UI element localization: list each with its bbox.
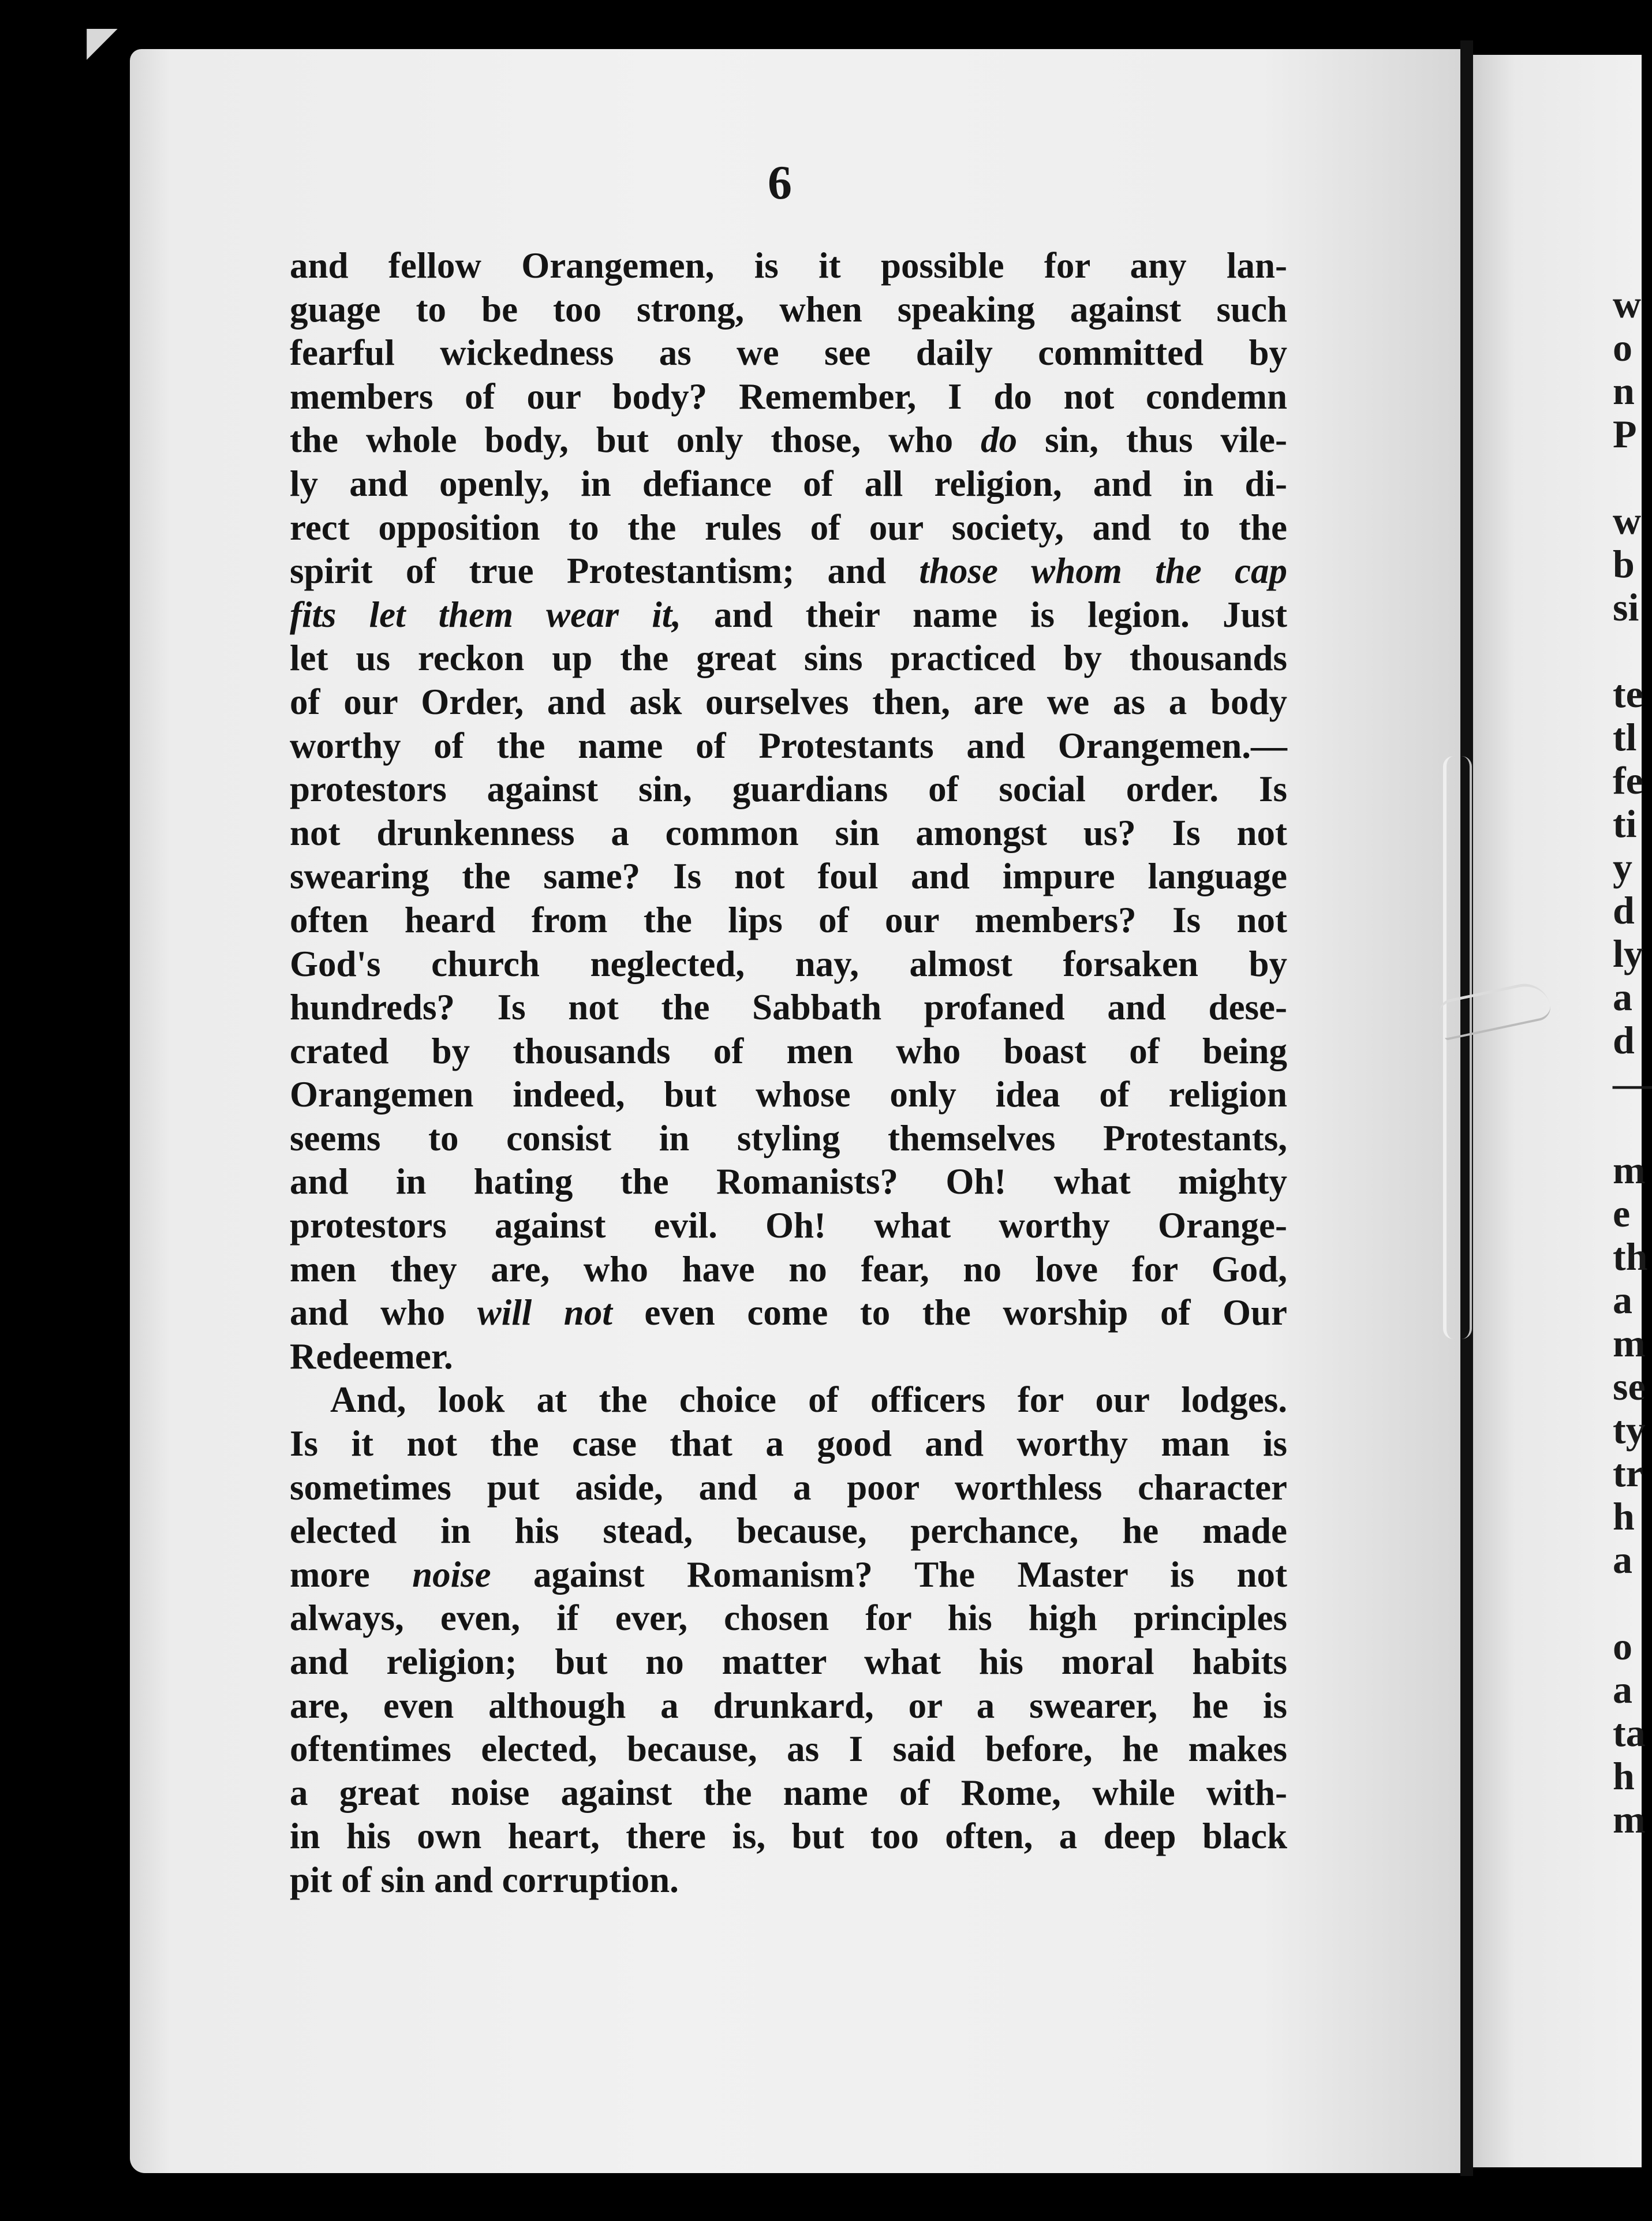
facing-page-edge-fragment: b xyxy=(1613,542,1635,586)
facing-page-edge-fragment: — xyxy=(1613,1061,1652,1105)
text-line xyxy=(290,855,1287,899)
text-run: and in hating the Romanists? Oh! what mighty xyxy=(290,1161,1287,1202)
italic-text: noise xyxy=(412,1554,491,1595)
text-run: against Romanism? The Master is not xyxy=(491,1554,1287,1595)
text-run: hundreds? Is not the Sabbath profaned and dese- xyxy=(290,987,1287,1028)
facing-page-edge-fragment: a xyxy=(1613,1538,1632,1581)
facing-page-edge-fragment xyxy=(1613,629,1642,672)
text-run: and their name is legion. Just xyxy=(681,594,1287,635)
page-number: 6 xyxy=(768,156,792,210)
text-line xyxy=(290,1204,1287,1248)
facing-page-edge-fragment: se xyxy=(1613,1364,1646,1408)
text-run: oftentimes elected, because, as I said before, he makes xyxy=(290,1729,1287,1770)
facing-page-edge-fragment: d xyxy=(1613,888,1635,932)
text-line xyxy=(290,1640,1287,1684)
text-run: Redeemer. xyxy=(290,1336,453,1377)
facing-page-edge-fragment: w xyxy=(1613,499,1642,543)
facing-page-edge-fragment: si xyxy=(1613,585,1639,629)
text-line xyxy=(290,1291,1287,1335)
text-line xyxy=(290,375,1287,419)
text-line xyxy=(290,1553,1287,1597)
text-line xyxy=(290,462,1287,506)
text-line xyxy=(290,1117,1287,1161)
text-line xyxy=(290,1335,1287,1379)
text-run: protestors against evil. Oh! what worthy Orange- xyxy=(290,1205,1287,1246)
italic-text: those whom the cap xyxy=(919,551,1287,592)
facing-page-edge-fragment: a xyxy=(1613,1278,1632,1322)
text-line xyxy=(290,1859,1287,1902)
italic-text: fits let them wear it, xyxy=(290,594,681,635)
text-line xyxy=(290,637,1287,680)
page-body-text xyxy=(290,244,1287,1902)
text-line xyxy=(290,986,1287,1030)
facing-page-edge-fragment xyxy=(1613,1581,1642,1625)
text-run: pit of sin and corruption. xyxy=(290,1859,679,1900)
text-run: members of our body? Remember, I do not condemn xyxy=(290,376,1287,417)
facing-page-edge-fragment: n xyxy=(1613,369,1635,413)
facing-page-edge-fragment: e xyxy=(1613,1191,1631,1235)
text-run: Is it not the case that a good and worthy man is xyxy=(290,1423,1287,1464)
facing-page-edge-fragment: a xyxy=(1613,975,1632,1019)
facing-page-edge-fragment: a xyxy=(1613,1667,1632,1711)
facing-page-edge-text xyxy=(1613,282,1652,1841)
facing-page-edge-fragment xyxy=(1613,1105,1642,1149)
text-run: elected in his stead, because, perchance, he made xyxy=(290,1510,1287,1551)
facing-page-edge-fragment: ty xyxy=(1613,1408,1646,1452)
facing-page-edge-fragment xyxy=(1613,456,1642,499)
facing-page-edge-fragment: y xyxy=(1613,845,1632,889)
text-run: and religion; but no matter what his moral habits xyxy=(290,1642,1287,1682)
italic-text: do xyxy=(981,420,1018,461)
text-line xyxy=(290,1160,1287,1204)
facing-page-edge-fragment: h xyxy=(1613,1754,1635,1798)
text-run: always, even, if ever, chosen for his high principles xyxy=(290,1598,1287,1639)
text-line xyxy=(290,288,1287,332)
text-line xyxy=(290,506,1287,550)
text-run: often heard from the lips of our members? Is not xyxy=(290,899,1287,940)
text-line xyxy=(290,1728,1287,1771)
text-run: fearful wickedness as we see daily committed by xyxy=(290,332,1287,373)
text-run: more xyxy=(290,1554,413,1595)
text-line xyxy=(290,1030,1287,1074)
text-line xyxy=(290,1771,1287,1815)
text-run: the whole body, but only those, who xyxy=(290,420,981,461)
text-run: And, look at the choice of officers for our lodges. xyxy=(330,1379,1287,1420)
text-line xyxy=(290,1596,1287,1640)
text-run: rect opposition to the rules of our society, and to the xyxy=(290,507,1287,548)
text-run: of our Order, and ask ourselves then, are we as a body xyxy=(290,681,1287,722)
text-line xyxy=(290,1248,1287,1292)
text-line xyxy=(290,1378,1287,1422)
facing-page-edge-fragment: h xyxy=(1613,1494,1635,1538)
facing-page-edge-fragment: m xyxy=(1613,1321,1646,1365)
facing-page-edge-fragment: tr xyxy=(1613,1451,1643,1495)
text-run: sometimes put aside, and a poor worthless character xyxy=(290,1467,1287,1508)
text-line xyxy=(290,899,1287,943)
text-run: seems to consist in styling themselves Protestants, xyxy=(290,1117,1287,1158)
text-line xyxy=(290,1466,1287,1510)
facing-page-edge-fragment: o xyxy=(1613,326,1632,369)
facing-page-edge-fragment: P xyxy=(1613,412,1637,456)
text-line xyxy=(290,1815,1287,1859)
text-run: and who xyxy=(290,1292,477,1333)
facing-page-edge-fragment: tl xyxy=(1613,715,1637,759)
facing-page-edge-fragment: w xyxy=(1613,282,1642,326)
text-line xyxy=(290,593,1287,637)
text-run: protestors against sin, guardians of social order. Is xyxy=(290,769,1287,810)
text-run: in his own heart, there is, but too often, a deep black xyxy=(290,1816,1287,1857)
facing-page-edge-fragment: o xyxy=(1613,1624,1632,1668)
text-run: worthy of the name of Protestants and Orangemen.— xyxy=(290,725,1287,766)
text-run: let us reckon up the great sins practiced by thousands xyxy=(290,638,1287,679)
text-run: God's church neglected, nay, almost forsaken by xyxy=(290,943,1287,984)
text-line xyxy=(290,724,1287,768)
text-run: a great noise against the name of Rome, while with- xyxy=(290,1772,1287,1813)
facing-page-edge-fragment: d xyxy=(1613,1018,1635,1062)
text-line xyxy=(290,1684,1287,1728)
text-run: Orangemen indeed, but whose only idea of religion xyxy=(290,1074,1287,1115)
facing-page-edge-fragment: ta xyxy=(1613,1711,1646,1755)
text-run: crated by thousands of men who boast of being xyxy=(290,1030,1287,1071)
text-run: not drunkenness a common sin amongst us? Is not xyxy=(290,812,1287,853)
text-line xyxy=(290,1073,1287,1117)
text-run: spirit of true Protestantism; and xyxy=(290,551,920,592)
text-line xyxy=(290,768,1287,812)
facing-page-edge-fragment: m xyxy=(1613,1797,1646,1841)
text-run: are, even although a drunkard, or a swearer, he is xyxy=(290,1685,1287,1726)
text-line xyxy=(290,680,1287,724)
text-line xyxy=(290,418,1287,462)
text-run: swearing the same? Is not foul and impure language xyxy=(290,856,1287,897)
facing-page-edge-fragment: th xyxy=(1613,1235,1648,1278)
text-run: ly and openly, in defiance of all religion, and in di- xyxy=(290,463,1287,504)
italic-text: will not xyxy=(477,1292,612,1333)
text-line xyxy=(290,1509,1287,1553)
text-run: even come to the worship of Our xyxy=(612,1292,1287,1333)
text-run: sin, thus vile- xyxy=(1017,420,1287,461)
binding-thread xyxy=(1443,756,1472,1339)
text-line xyxy=(290,943,1287,986)
text-line xyxy=(290,1422,1287,1466)
text-run: and fellow Orangemen, is it possible for any lan- xyxy=(290,245,1287,286)
text-run: guage to be too strong, when speaking against such xyxy=(290,289,1287,330)
facing-page-edge-fragment: m xyxy=(1613,1148,1646,1192)
facing-page-edge-fragment: ly xyxy=(1613,932,1643,975)
text-line xyxy=(290,331,1287,375)
text-line xyxy=(290,549,1287,593)
text-line xyxy=(290,244,1287,288)
facing-page-edge-fragment: te xyxy=(1613,672,1643,716)
facing-page-edge-fragment: fe xyxy=(1613,758,1643,802)
text-run: men they are, who have no fear, no love for God, xyxy=(290,1248,1287,1289)
text-line xyxy=(290,812,1287,855)
scan-corner-mark: ◤ xyxy=(87,20,118,64)
facing-page-edge-fragment: ti xyxy=(1613,802,1637,846)
